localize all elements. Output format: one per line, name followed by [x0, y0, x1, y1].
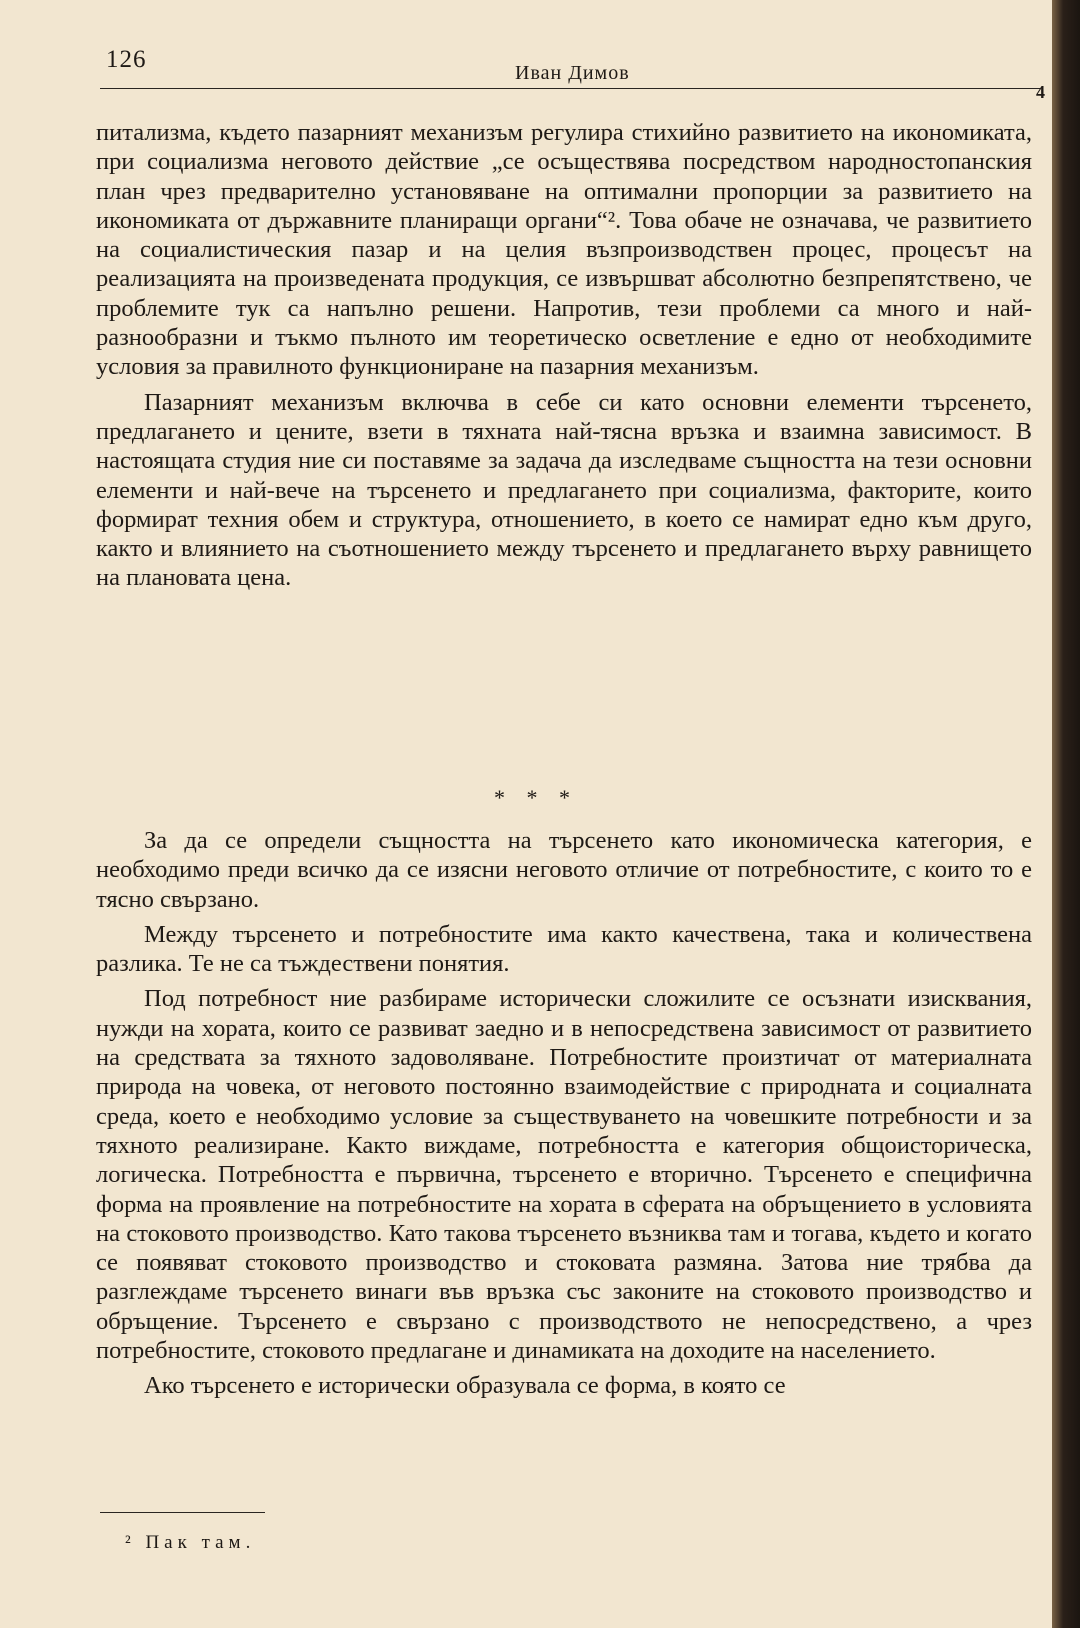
paragraph-5: Под потребност ние разбираме исторически сложилите се осъзнати изисквания, нужди на хората, които се развиват заедно и в непосредствена зависимост от развитието на средствата за тяхното задоволяване. Потребностите произтичат от материалната природа на човека, от неговото постоянно взаимодействие с природната и социалната среда, което е необходимо условие за съществуването на човешките потребности и за тяхното реализиране. Както виждаме, потребността е категория общоисторическа, логическа. Потребността е първична, търсенето е вторично. Търсенето е специфична форма на проявление на потребностите на хората в сферата на обръщението в условията на стоковото производство. Като такова търсенето възниква там и тогава, където и когато се появяват стоковото производство и стоковата размяна. Затова ние трябва да разглеждаме търсенето винаги във връзка със законите на стоковото производство и обръщение. Търсенето е свързано с производството не непосредствено, а чрез потребностите, стоковото предлагане и динамиката на доходите на населението. [96, 985, 1032, 1365]
page-number: 126 [106, 46, 147, 73]
section-separator: * * * [494, 785, 578, 810]
paragraph-4: Между търсенето и потребностите има както качествена, така и количествена разлика. Те не са тъждествени понятия. [96, 920, 1032, 978]
footnote: ² Пак там. [125, 1532, 256, 1553]
body-section-1 [96, 118, 1032, 599]
body-section-2 [96, 826, 1032, 1407]
book-binding-edge [1052, 0, 1080, 1628]
paragraph-1: питализма, където пазарният механизъм регулира стихийно развитието на икономиката, при социализма неговото действие „се осъществява посредством народностопанския план чрез предварително установяване на оптимални пропорции за развитието на икономиката от държавните планиращи органи“². Това обаче не означава, че развитието на социалистическия пазар и на целия възпроизводствен процес, процесът на реализацията на произведената продукция, се извършват абсолютно безпрепятствено, че проблемите тук са напълно решени. Напротив, тези проблеми са много и най-разнообразни и тъкмо пълното им теоретическо осветление е едно от необходимите условия за правилното функциониране на пазарния механизъм. [96, 119, 1032, 381]
footnote-rule [100, 1512, 265, 1513]
paragraph-6: Ако търсенето е исторически образувала се форма, в която се [144, 1372, 786, 1400]
running-head-author: Иван Димов [515, 62, 630, 84]
header-rule [100, 88, 1040, 89]
paragraph-2: Пазарният механизъм включва в себе си като основни елементи търсенето, предлагането и цените, взети в тяхната най-тясна връзка и взаимна зависимост. В настоящата студия ние си поставяме за задача да изследваме същността на тези основни елементи и най-вече на търсенето и предлагането при социализма, факторите, които формират техния обем и структура, отношението, в което се намират едно към друго, както и влиянието на съотношението между търсенето и предлагането върху равнището на плановата цена. [96, 388, 1032, 592]
corner-mark: 4 [1036, 82, 1045, 102]
paragraph-3: За да се определи същността на търсенето като икономическа категория, е необходимо преди всичко да се изясни неговото отличие от потребностите, с които то е тясно свързано. [96, 827, 1032, 913]
